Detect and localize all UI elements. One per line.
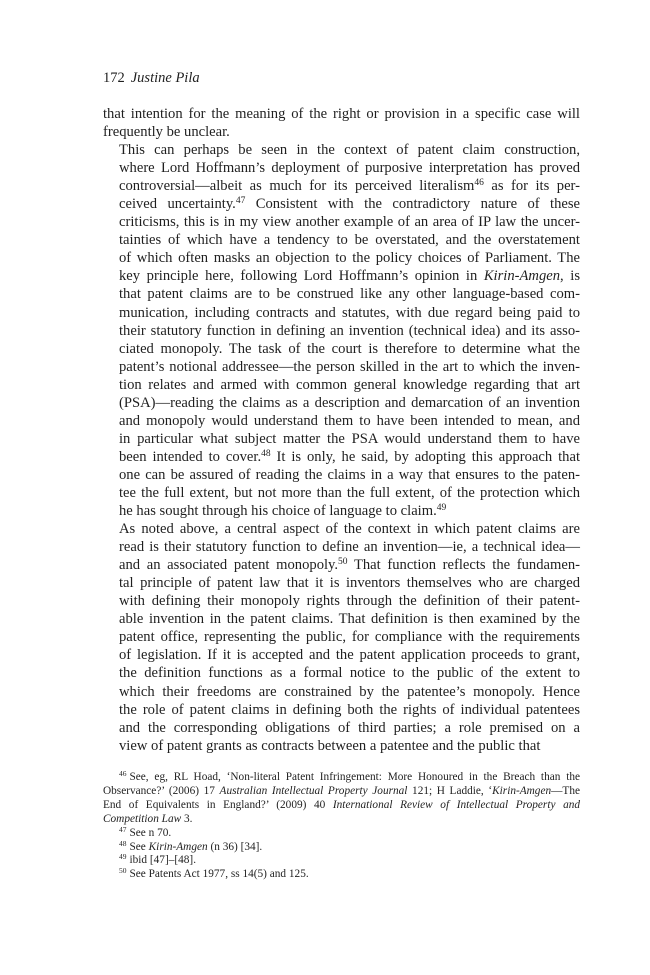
paragraph	[103, 520, 580, 755]
text-line: one can be assured of reading the claims in a way that ensures to the paten-	[119, 466, 580, 483]
footnote-46: $^{46}$ See, eg, RL Hoad, ‘Non-literal Patent Infringement: More Honoured in the Breach than the Observance?’ (2006) 17 Australian Intellectual Property Journal 121; H Laddie, ‘Kirin-Amgen—The End of Equivalents in England?’ (2009) 40 International Review of Intellectual Property and Competition Law 3.	[103, 769, 581, 825]
text-line: frequently be unclear.	[103, 124, 230, 141]
case-name: Kirin-Amgen	[483, 268, 561, 285]
text-line: of which often masks an objection to the policy choices of Parliament. The	[119, 250, 580, 267]
paragraph	[103, 141, 580, 520]
text-line: ceived uncertainty.$^{47}$ Consistent with the contradictory nature of these	[119, 196, 581, 213]
paragraph	[103, 105, 580, 141]
text-line: tainties of which have a tendency to be overstated, and the overstatement	[119, 232, 580, 249]
footnote-50: $^{50}$ See Patents Act 1977, ss 14(5) and 125.	[119, 866, 309, 881]
footnote-ref[interactable]: 50	[338, 557, 348, 568]
text-line: in particular what subject matter the PSA would understand them to have	[119, 430, 580, 447]
text-line: munication, including contracts and statutes, with due regard being paid to	[119, 304, 580, 321]
text-line: patent’s notional addressee—the person skilled in the art to which the inven-	[119, 358, 580, 375]
text-line: As noted above, a central aspect of the context in which patent claims are	[119, 521, 580, 538]
text-line: able invention in the patent claims. That definition is then examined by the	[119, 611, 580, 628]
text-line: This can perhaps be seen in the context of patent claim construction,	[119, 142, 580, 159]
text-line: tee the full extent, but not more than the full extent, of the protection which	[119, 484, 580, 501]
text-line: ciated monopoly. The task of the court is therefore to determine what the	[119, 340, 580, 357]
text-line: been intended to cover.$^{48}$ It is only, he said, by adopting this approach that	[119, 448, 580, 465]
footnote-47: $^{47}$ See n 70.	[119, 824, 172, 839]
text-line: view of patent grants as contracts between a patentee and the public that	[119, 737, 541, 754]
text-line: where Lord Hoffmann’s deployment of purposive interpretation has proved	[119, 160, 580, 177]
footnote-number: 50	[119, 866, 127, 876]
main-text	[103, 105, 580, 755]
text-line: tion relates and armed with common general knowledge regarding that art	[119, 376, 580, 393]
page-number: 172	[103, 70, 125, 86]
footnote-49: $^{49}$ ibid [47]–[48].	[119, 852, 197, 867]
footnotes	[103, 771, 580, 882]
text-line: criticisms, this is in my view another example of an area of IP law the uncer-	[119, 214, 580, 231]
text-line: controversial—albeit as much for its perceived literalism$^{46}$ as for its per-	[119, 178, 580, 195]
footnote-number: 49	[119, 852, 127, 862]
footnote-ref[interactable]: 46	[474, 178, 484, 189]
running-header	[103, 70, 200, 87]
footnote-48: $^{48}$ See Kirin-Amgen (n 36) [34].	[119, 838, 263, 853]
text-line: with defining their monopoly rights through the definition of their patent-	[119, 593, 580, 610]
footnote-number: 48	[119, 838, 127, 848]
text-line: (PSA)—reading the claims as a description and demarcation of an invention	[119, 394, 580, 411]
text-line: patent office, representing the public, for compliance with the requirements	[119, 629, 580, 646]
footnote-ref[interactable]: 48	[261, 448, 271, 459]
text-line: that patent claims are to be construed like any other language-based com-	[119, 286, 580, 303]
footnote-number: 46	[119, 769, 127, 778]
footnote-number: 47	[119, 824, 127, 834]
text-line: and monopoly would understand them to have been intended to mean, and	[119, 412, 580, 429]
text-line: the definition functions as a formal notice to the public of the extent to	[119, 665, 580, 682]
footnote-ref[interactable]: 49	[436, 503, 447, 514]
running-head-author: Justine Pila	[130, 70, 200, 86]
text-line: read is their statutory function to define an invention—ie, a technical idea—	[119, 539, 580, 556]
footnote-ref[interactable]: 47	[235, 196, 246, 207]
text-line: key principle here, following Lord Hoffmann’s opinion in Kirin-Amgen, is	[119, 268, 581, 285]
text-line: that intention for the meaning of the right or provision in a specific case will	[103, 106, 580, 122]
text-line: and an associated patent monopoly.$^{50}$ That function reflects the fundamen-	[119, 557, 580, 574]
text-line: he has sought through his choice of language to claim.$^{49}$	[119, 503, 447, 520]
text-line: of legislation. If it is accepted and the patent application proceeds to grant,	[119, 647, 580, 664]
text-line: the role of patent claims in defining both the rights of individual patentees	[119, 701, 580, 718]
text-line: their statutory function in defining an invention (technical idea) and its asso-	[119, 322, 580, 339]
text-line: which their freedoms are constrained by the patentee’s monopoly. Hence	[119, 683, 580, 700]
text-line: and the corresponding obligations of third parties; a role premised on a	[119, 719, 580, 736]
text-line: tal principle of patent law that it is inventors themselves who are charged	[119, 575, 580, 592]
